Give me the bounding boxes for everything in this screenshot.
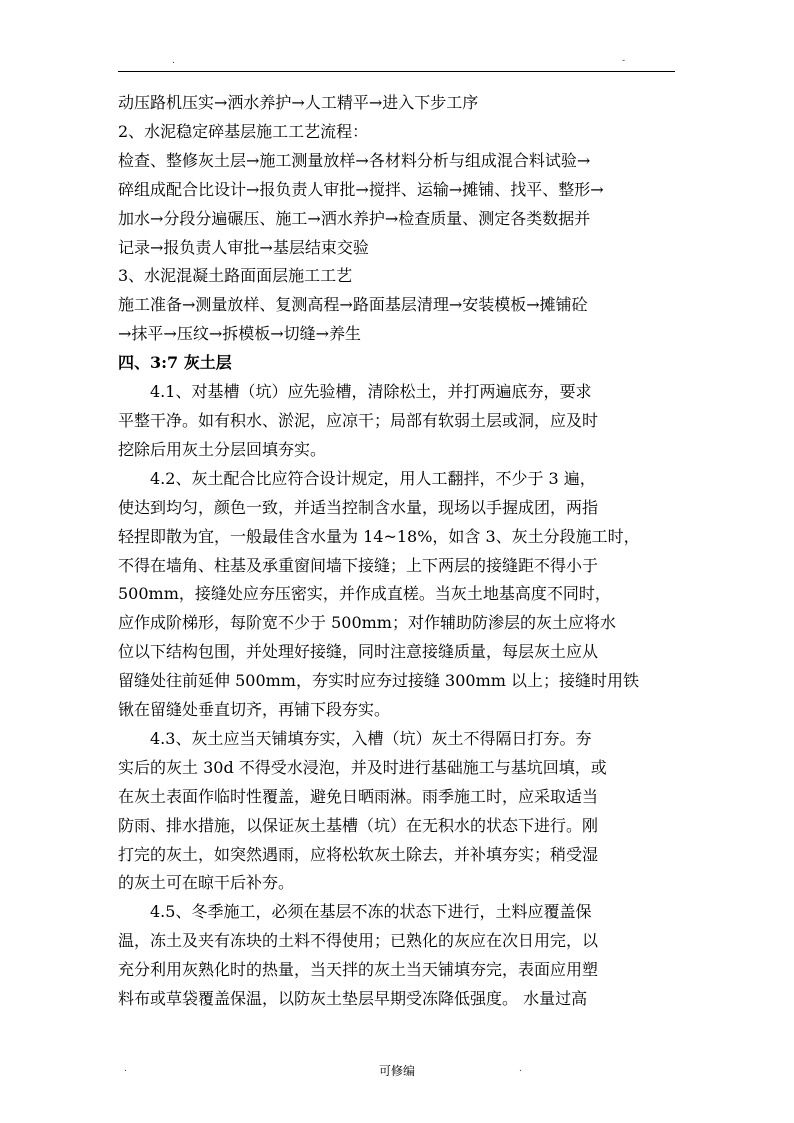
text-line: 动压路机压实→洒水养护→人工精平→进入下步工序 (118, 93, 479, 112)
text-line: →抹平→压纹→拆模板→切缝→养生 (118, 324, 362, 344)
paragraph-start: 4.5、冬季施工，必须在基层不冻的状态下进行，土料应覆盖保 (150, 902, 592, 922)
text-line: 加水→分段分遍碾压、施工→洒水养护→检查质量、测定各类数据并 (118, 208, 591, 228)
section-heading-4: 四、3:7 灰土层 (118, 353, 232, 373)
header-rule (118, 71, 675, 72)
footer-label: 可修编 (378, 1064, 415, 1078)
text-line: 500mm，接缝处应夯压密实，并作成直槎。当灰土地基高度不同时， (118, 584, 611, 604)
text-line: 的灰土可在晾干后补夯。 (118, 873, 295, 893)
text-line: 挖除后用灰土分层回填夯实。 (118, 439, 327, 459)
text-line: 施工准备→测量放样、复测高程→路面基层清理→安装模板→摊铺砼 (118, 295, 588, 315)
section-heading-2: 2、水泥稳定碎基层施工工艺流程： (118, 121, 369, 141)
text-line: 锹在留缝处垂直切齐，再铺下段夯实。 (118, 700, 391, 720)
text-line: 留缝处往前延伸 500mm，夯实时应夯过接缝 300mm 以上；接缝时用铁 (118, 671, 640, 691)
text-line: 平整干净。如有积水、淤泥，应凉干；局部有软弱土层或洞，应及时 (118, 410, 599, 430)
text-line: 温，冻土及夹有冻块的土料不得使用；已熟化的灰应在次日用完，以 (118, 931, 599, 951)
text-line: 料布或草袋覆盖保温，以防灰土垫层早期受冻降低强度。 水量过高 (118, 989, 588, 1009)
text-line: 使达到均匀，颜色一致，并适当控制含水量，现场以手握成团，两指 (118, 497, 599, 517)
text-line: 记录→报负责人审批→基层结束交验 (118, 237, 369, 257)
text-line: 碎组成配合比设计→报负责人审批→搅拌、运输→摊铺、找平、整形→ (118, 179, 604, 199)
header-left-mark: . (172, 56, 175, 66)
paragraph-start: 4.3、灰土应当天铺填夯实，入槽（坑）灰土不得隔日打夯。夯 (150, 728, 592, 748)
text-line: 位以下结构包围，并处理好接缝，同时注意接缝质量，每层灰土应从 (118, 642, 599, 662)
section-heading-3: 3、水泥混凝土路面面层施工工艺 (118, 266, 353, 286)
footer-right-mark: . (519, 1064, 522, 1074)
text-line: 充分利用灰熟化时的热量，当天拌的灰土当天铺填夯完，表面应用塑 (118, 960, 599, 980)
text-line: 打完的灰土，如突然遇雨，应将松软灰土除去，并补填夯实；稍受湿 (118, 844, 599, 864)
text-line: 不得在墙角、柱基及承重窗间墙下接缝；上下两层的接缝距不得小于 (118, 555, 599, 575)
text-line: 防雨、排水措施，以保证灰土基槽（坑）在无积水的状态下进行。刚 (118, 815, 599, 835)
text-line: 实后的灰土 30d 不得受水浸泡，并及时进行基础施工与基坑回填，或 (118, 757, 607, 777)
footer-left-mark: . (124, 1064, 127, 1074)
header-right-mark: - (622, 56, 626, 66)
paragraph-start: 4.2、灰土配合比应符合设计规定，用人工翻拌，不少于 3 遍， (150, 468, 596, 488)
text-line: 轻捏即散为宜，一般最佳含水量为 14~18%，如含 3、灰土分段施工时， (118, 526, 640, 546)
paragraph-start: 4.1、对基槽（坑）应先验槽，清除松土，并打两遍底夯，要求 (150, 382, 592, 402)
text-line: 检查、整修灰土层→施工测量放样→各材料分析与组成混合料试验→ (118, 150, 591, 170)
document-body (118, 89, 677, 1014)
text-line: 在灰土表面作临时性覆盖，避免日晒雨淋。雨季施工时，应采取适当 (118, 786, 599, 806)
text-line: 应作成阶梯形，每阶宽不少于 500mm；对作辅助防渗层的灰土应将水 (118, 613, 616, 633)
